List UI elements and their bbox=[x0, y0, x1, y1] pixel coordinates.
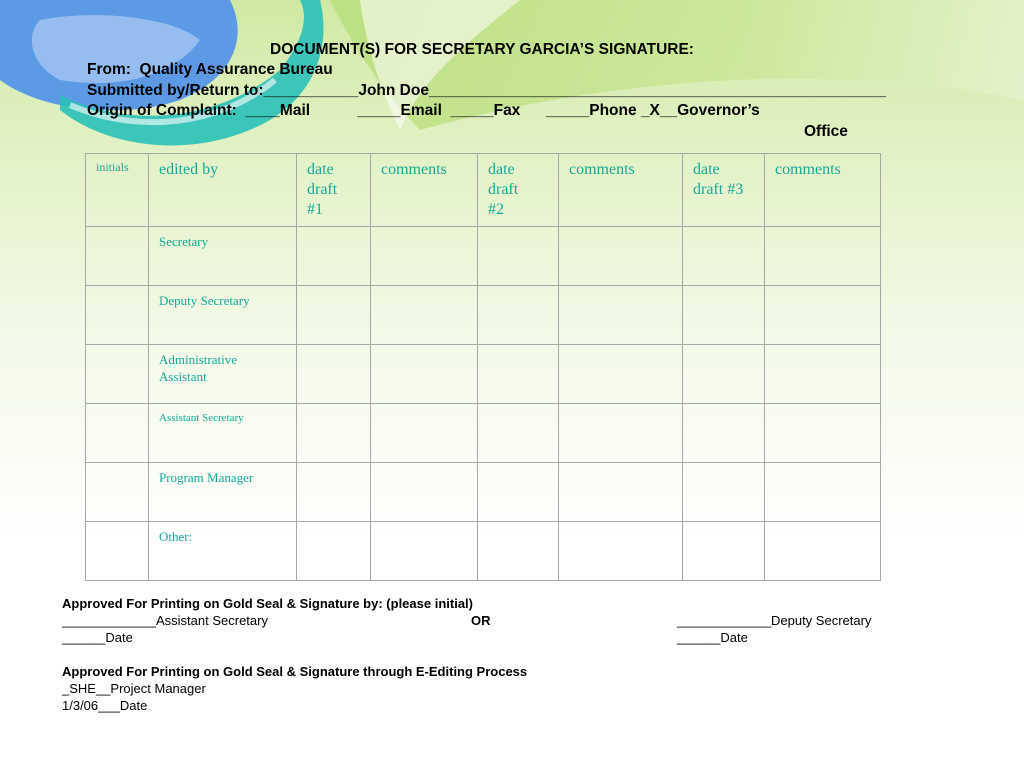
date-right-line: ______Date bbox=[677, 630, 748, 645]
submitted-line: Submitted by/Return to:___________John Doe_____________________________________________________ bbox=[87, 82, 886, 99]
routing-table bbox=[85, 153, 881, 581]
header-date-draft-2 bbox=[478, 154, 559, 227]
deputy-secretary-line: _____________Deputy Secretary bbox=[677, 613, 872, 628]
comments-3-cell[interactable] bbox=[765, 522, 881, 581]
comments-2-cell[interactable] bbox=[559, 286, 683, 345]
header-comments-3: comments bbox=[765, 154, 881, 227]
date-draft-1-cell[interactable] bbox=[297, 286, 371, 345]
editor-administrative-assistant bbox=[149, 345, 297, 404]
date-draft-2-cell[interactable] bbox=[478, 404, 559, 463]
date-draft-1-cell[interactable] bbox=[297, 345, 371, 404]
editor-secretary: Secretary bbox=[149, 227, 297, 286]
header-comments-2: comments bbox=[559, 154, 683, 227]
initials-cell[interactable] bbox=[86, 345, 149, 404]
date-draft-1-cell[interactable] bbox=[297, 227, 371, 286]
date-draft-3-cell[interactable] bbox=[683, 227, 765, 286]
comments-3-cell[interactable] bbox=[765, 345, 881, 404]
editor-deputy-secretary: Deputy Secretary bbox=[149, 286, 297, 345]
date-draft-3-cell[interactable] bbox=[683, 463, 765, 522]
approval-title: Approved For Printing on Gold Seal & Signature by: (please initial) bbox=[62, 596, 473, 611]
table-row bbox=[86, 522, 881, 581]
comments-2-cell[interactable] bbox=[559, 522, 683, 581]
initials-cell[interactable] bbox=[86, 522, 149, 581]
editor-administrative-assistant-text: Administrative Assistant bbox=[159, 352, 237, 384]
origin-line-continued: Office bbox=[804, 123, 848, 140]
e-editing-approval-title: Approved For Printing on Gold Seal & Signature through E-Editing Process bbox=[62, 664, 528, 679]
comments-3-cell[interactable] bbox=[765, 404, 881, 463]
origin-line: Origin of Complaint: ____Mail _____Email _____Fax _____Phone _X__Governor’s bbox=[87, 102, 760, 119]
editor-other: Other: bbox=[149, 522, 297, 581]
comments-1-cell[interactable] bbox=[371, 404, 478, 463]
or-label: OR bbox=[471, 613, 491, 628]
comments-1-cell[interactable] bbox=[371, 286, 478, 345]
from-line: From: Quality Assurance Bureau bbox=[87, 61, 333, 78]
date-draft-3-cell[interactable] bbox=[683, 286, 765, 345]
comments-3-cell[interactable] bbox=[765, 463, 881, 522]
date-left-line: ______Date bbox=[62, 630, 133, 645]
initials-cell[interactable] bbox=[86, 463, 149, 522]
final-date-line: 1/3/06___Date bbox=[62, 698, 148, 713]
table-row bbox=[86, 345, 881, 404]
header-date-draft-2-text: date draft #2 bbox=[488, 161, 519, 218]
editor-program-manager: Program Manager bbox=[149, 463, 297, 522]
date-draft-2-cell[interactable] bbox=[478, 286, 559, 345]
table-row bbox=[86, 227, 881, 286]
date-draft-2-cell[interactable] bbox=[478, 227, 559, 286]
date-draft-3-cell[interactable] bbox=[683, 345, 765, 404]
date-draft-2-cell[interactable] bbox=[478, 522, 559, 581]
date-draft-1-cell[interactable] bbox=[297, 522, 371, 581]
editor-assistant-secretary: Assistant Secretary bbox=[149, 404, 297, 463]
comments-1-cell[interactable] bbox=[371, 345, 478, 404]
comments-2-cell[interactable] bbox=[559, 227, 683, 286]
comments-2-cell[interactable] bbox=[559, 345, 683, 404]
date-draft-1-cell[interactable] bbox=[297, 463, 371, 522]
assistant-secretary-line: _____________Assistant Secretary bbox=[62, 613, 268, 628]
header-date-draft-1 bbox=[297, 154, 371, 227]
date-draft-3-cell[interactable] bbox=[683, 522, 765, 581]
project-manager-line: _SHE__Project Manager bbox=[62, 681, 206, 696]
comments-3-cell[interactable] bbox=[765, 227, 881, 286]
header-date-draft-1-text: date draft #1 bbox=[307, 161, 338, 218]
initials-cell[interactable] bbox=[86, 404, 149, 463]
comments-2-cell[interactable] bbox=[559, 404, 683, 463]
date-draft-1-cell[interactable] bbox=[297, 404, 371, 463]
initials-cell[interactable] bbox=[86, 227, 149, 286]
header-comments-1: comments bbox=[371, 154, 478, 227]
table-header-row bbox=[86, 154, 881, 227]
date-draft-3-cell[interactable] bbox=[683, 404, 765, 463]
date-draft-2-cell[interactable] bbox=[478, 345, 559, 404]
comments-1-cell[interactable] bbox=[371, 463, 478, 522]
comments-1-cell[interactable] bbox=[371, 227, 478, 286]
table-row bbox=[86, 286, 881, 345]
comments-2-cell[interactable] bbox=[559, 463, 683, 522]
comments-1-cell[interactable] bbox=[371, 522, 478, 581]
document-title: DOCUMENT(S) FOR SECRETARY GARCIA’S SIGNATURE: bbox=[270, 41, 694, 58]
table-row bbox=[86, 404, 881, 463]
header-date-draft-3 bbox=[683, 154, 765, 227]
header-initials: initials bbox=[86, 154, 149, 227]
comments-3-cell[interactable] bbox=[765, 286, 881, 345]
table-row bbox=[86, 463, 881, 522]
header-edited-by: edited by bbox=[149, 154, 297, 227]
header-date-draft-3-text: date draft #3 bbox=[693, 161, 744, 198]
initials-cell[interactable] bbox=[86, 286, 149, 345]
date-draft-2-cell[interactable] bbox=[478, 463, 559, 522]
